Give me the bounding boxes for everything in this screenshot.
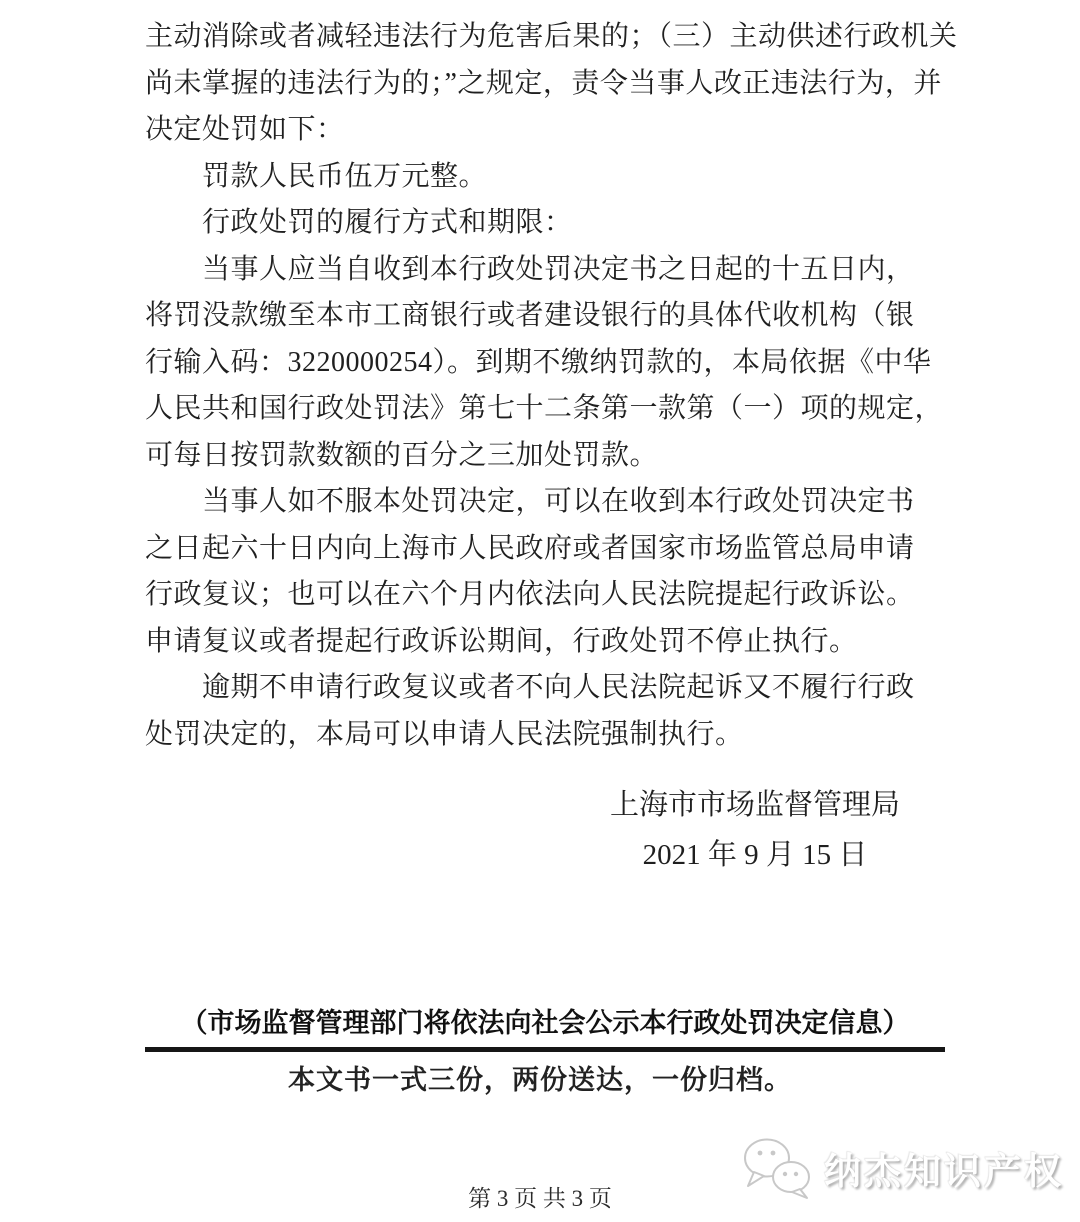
issuing-agency: 上海市市场监督管理局 (609, 789, 900, 821)
signature-block (545, 782, 965, 878)
body-line: 当事人如不服本处罚决定，可以在收到本行政处罚决定书 (202, 486, 915, 517)
body-line: 行政处罚的履行方式和期限： (202, 207, 573, 238)
body-line: 行政复议；也可以在六个月内依法向人民法院提起行政诉讼。 (145, 579, 915, 610)
body-line: 尚未掌握的违法行为的；”之规定，责令当事人改正违法行为，并 (145, 67, 942, 99)
wechat-logo-icon (740, 1136, 816, 1200)
decision-date: 2021 年 9 月 15 日 (642, 839, 868, 871)
body-line: 决定处罚如下： (145, 114, 345, 145)
body-line: 将罚没款缴至本市工商银行或者建设银行的具体代收机构（银 (145, 300, 915, 331)
watermark (740, 1136, 1064, 1200)
body-line: 处罚决定的，本局可以申请人民法院强制执行。 (145, 718, 744, 750)
body-line: 主动消除或者减轻违法行为危害后果的；（三）主动供述行政机关 (145, 21, 958, 52)
decision-body-text (145, 14, 960, 758)
watermark-text: 纳杰知识产权 (824, 1151, 1064, 1192)
body-line: 之日起六十日内向上海市人民政府或者国家市场监管总局申请 (145, 532, 915, 564)
body-line: 人民共和国行政处罚法》第七十二条第一款第（一）项的规定， (145, 393, 944, 424)
body-line-bank-code: 行输入码：3220000254）。到期不缴纳罚款的，本局依据《中华 (145, 346, 932, 378)
body-line: 申请复议或者提起行政诉讼期间，行政处罚不停止执行。 (145, 625, 858, 657)
public-disclosure-notice: （市场监督管理部门将依法向社会公示本行政处罚决定信息） (145, 1006, 945, 1052)
page-number: 第 3 页 共 3 页 (468, 1186, 612, 1211)
body-line: 当事人应当自收到本行政处罚决定书之日起的十五日内， (202, 253, 915, 285)
body-line: 可每日按罚款数额的百分之三加处罚款。 (145, 439, 659, 471)
copies-note: 本文书一式三份，两份送达，一份归档。 (288, 1065, 792, 1095)
body-line-penalty-amount: 罚款人民币伍万元整。 (202, 160, 488, 192)
body-line: 逾期不申请行政复议或者不向人民法院起诉又不履行行政 (202, 672, 915, 703)
